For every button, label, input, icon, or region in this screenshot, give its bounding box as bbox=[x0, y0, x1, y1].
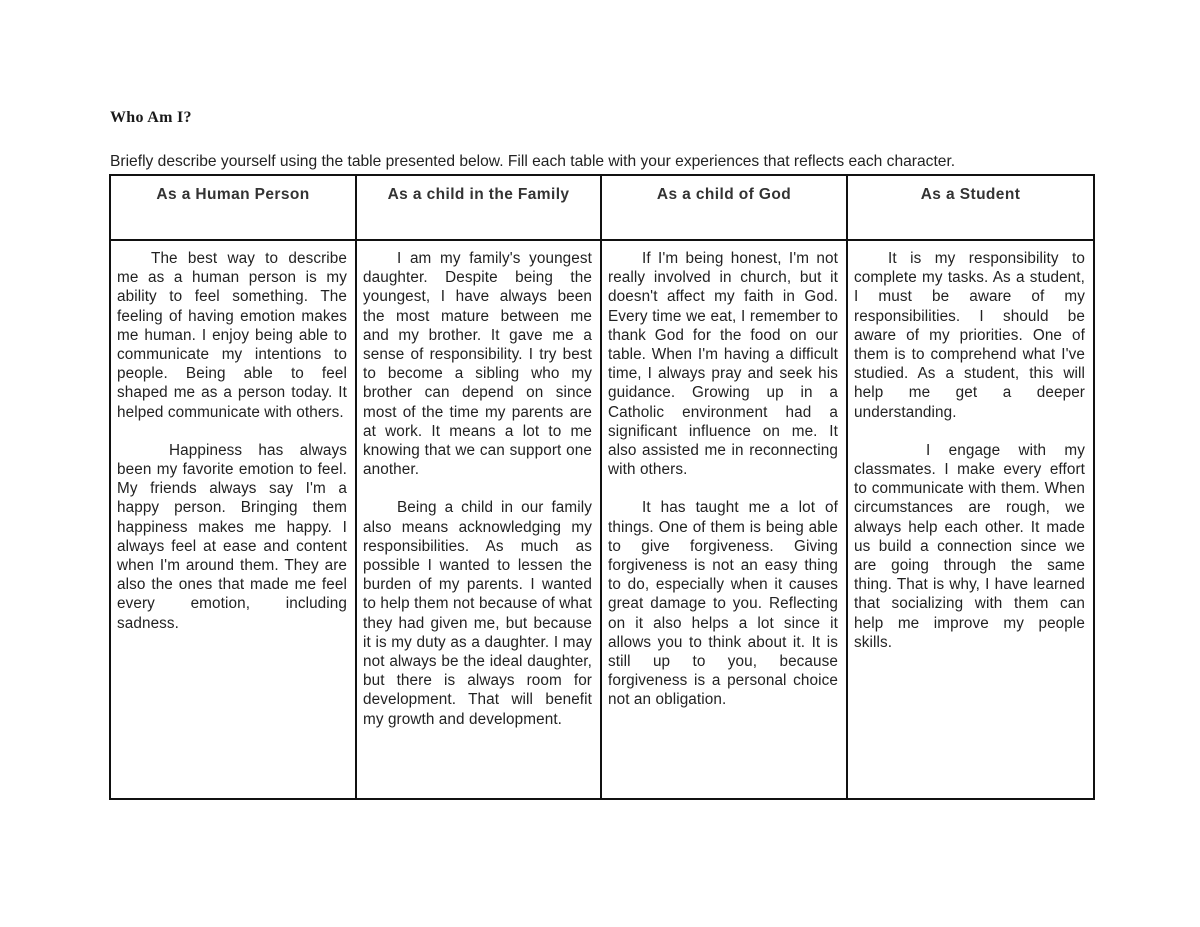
instructions-text: Briefly describe yourself using the table presented below. Fill each table with your experiences that reflects each character. bbox=[110, 153, 956, 170]
paragraph: The best way to describe me as a human person is my ability to feel something. The feeling of having emotion makes me human. I enjoy being able to communicate my intentions to people. Being able to feel shaped me as a person today. It helped communicate with others. bbox=[117, 250, 347, 421]
paragraph: I am my family's youngest daughter. Despite being the youngest, I have always been the most mature between me and my brother. It gave me a sense of responsibility. I try best to become a sibling who my brother can depend on since most of the time my parents are at work. It means a lot to me knowing that we can support one another. bbox=[363, 250, 592, 479]
paragraph: If I'm being honest, I'm not really involved in church, but it doesn't affect my faith in God. Every time we eat, I remember to thank God for the food on our table. When I'm having a difficult time, I always pray and seek his guidance. Growing up in a Catholic environment had a significant influence on me. It also assisted me in reconnecting with others. bbox=[608, 250, 838, 479]
cell-human-person bbox=[110, 240, 356, 799]
cell-child-of-god bbox=[601, 240, 847, 799]
table-row bbox=[110, 240, 1094, 799]
paragraph: I engage with my classmates. I make every effort to communicate with them. When circumstances are rough, we always help each other. It made us build a connection since we are going through the same thing. That is why, I have learned that socializing with them can help me improve my people skills. bbox=[854, 441, 1085, 651]
paragraph: Being a child in our family also means acknowledging my responsibilities. As much as possible I wanted to lessen the burden of my parents. I wanted to help them not because of what they had given me, but because it is my duty as a daughter. I may not always be the ideal daughter, but there is always room for development. That will benefit my growth and development. bbox=[363, 499, 592, 728]
cell-student bbox=[847, 240, 1094, 799]
paragraph: It has taught me a lot of things. One of them is being able to give forgiveness. Giving forgiveness is not an easy thing to do, especially when it causes great damage to you. Reflecting on it also helps a lot since it allows you to think about it. It is still up to you, because forgiveness is a personal choice not an obligation. bbox=[608, 499, 838, 709]
header-child-in-family: As a child in the Family bbox=[356, 175, 601, 240]
paragraph: Happiness has always been my favorite emotion to feel. My friends always say I'm a happy person. Bringing them happiness makes me happy. I always feel at ease and content when I'm around them. They are also the ones that made me feel every emotion, including sadness. bbox=[117, 441, 347, 632]
cell-child-in-family bbox=[356, 240, 601, 799]
header-human-person: As a Human Person bbox=[110, 175, 356, 240]
header-student: As a Student bbox=[847, 175, 1094, 240]
table-header-row bbox=[110, 175, 1094, 240]
header-child-of-god: As a child of God bbox=[601, 175, 847, 240]
paragraph: It is my responsibility to complete my tasks. As a student, I must be aware of my responsibilities. I should be aware of my priorities. One of them is to comprehend what I've studied. As a student, this will help me get a deeper understanding. bbox=[854, 250, 1085, 421]
document-title: Who Am I? bbox=[110, 109, 192, 126]
who-am-i-table bbox=[109, 174, 1095, 800]
